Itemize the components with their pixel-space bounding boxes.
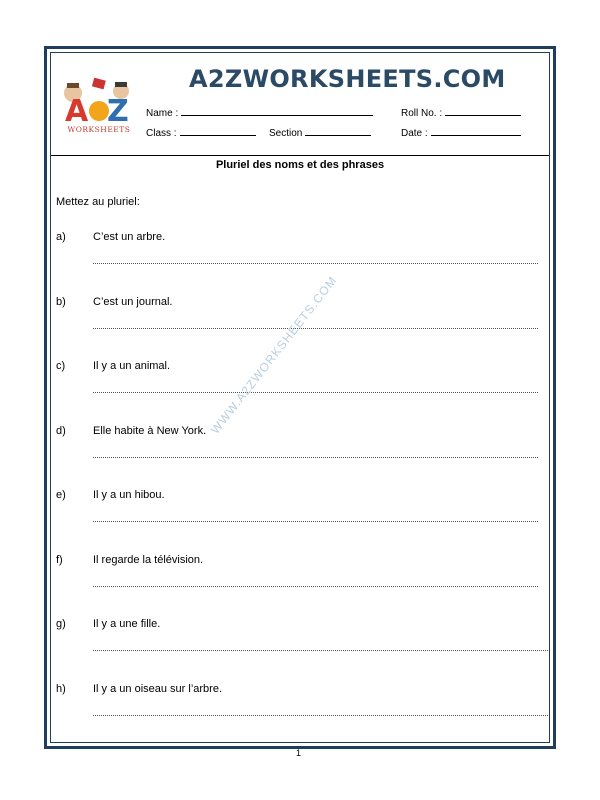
- answer-line[interactable]: [93, 521, 538, 522]
- section-field: [269, 127, 371, 139]
- svg-text:Z: Z: [107, 94, 129, 129]
- roll-blank[interactable]: [445, 107, 521, 116]
- worksheet-header: [51, 53, 549, 156]
- question-text: Il y a un oiseau sur l’arbre.: [93, 682, 223, 695]
- question-letter: d): [56, 424, 66, 437]
- content-frame: [50, 52, 550, 743]
- question-letter: b): [56, 295, 66, 308]
- section-blank[interactable]: [305, 127, 371, 136]
- a2z-logo: [59, 77, 139, 135]
- page-number: 1: [296, 748, 302, 758]
- class-blank[interactable]: [180, 127, 256, 136]
- question-letter: f): [56, 553, 63, 566]
- instruction: Mettez au pluriel:: [56, 196, 140, 208]
- question-letter: e): [56, 489, 66, 501]
- question-letter: g): [56, 618, 66, 630]
- question-letter: c): [56, 360, 66, 372]
- name-field: [146, 107, 373, 119]
- question-letter: h): [56, 682, 66, 695]
- date-field: [401, 127, 521, 139]
- question-text: C’est un arbre.: [93, 231, 166, 243]
- site-title: A2ZWORKSHEETS.COM: [189, 65, 506, 93]
- answer-line[interactable]: [93, 263, 538, 264]
- name-label: Name :: [146, 108, 179, 119]
- answer-line[interactable]: [93, 328, 538, 329]
- answer-line[interactable]: [93, 586, 538, 587]
- question-text: Elle habite à New York.: [93, 424, 207, 437]
- question-text: Il y a une fille.: [93, 618, 161, 630]
- class-label: Class :: [146, 128, 177, 139]
- worksheet-title: Pluriel des noms et des phrases: [215, 159, 385, 171]
- svg-text:A: A: [65, 94, 89, 129]
- question-letter: a): [56, 231, 66, 243]
- question-text: Il y a un animal.: [93, 360, 171, 372]
- page-border: [44, 46, 556, 749]
- answer-line[interactable]: [93, 392, 538, 393]
- question-text: Il regarde la télévision.: [93, 553, 204, 566]
- name-blank[interactable]: [181, 107, 373, 116]
- date-blank[interactable]: [431, 127, 521, 136]
- answer-line[interactable]: [93, 715, 548, 716]
- watermark: WWW.A2ZWORKSHEETS.COM: [208, 273, 340, 437]
- answer-line[interactable]: [93, 457, 538, 458]
- roll-label: Roll No. :: [401, 108, 443, 119]
- roll-field: [401, 107, 521, 119]
- date-label: Date :: [401, 128, 428, 139]
- question-text: Il y a un hibou.: [93, 489, 165, 501]
- logo-subtext: WORKSHEETS: [67, 125, 131, 134]
- class-field: [146, 127, 256, 139]
- question-text: C’est un journal.: [93, 295, 173, 308]
- answer-line[interactable]: [93, 650, 548, 651]
- section-label: Section: [269, 128, 303, 139]
